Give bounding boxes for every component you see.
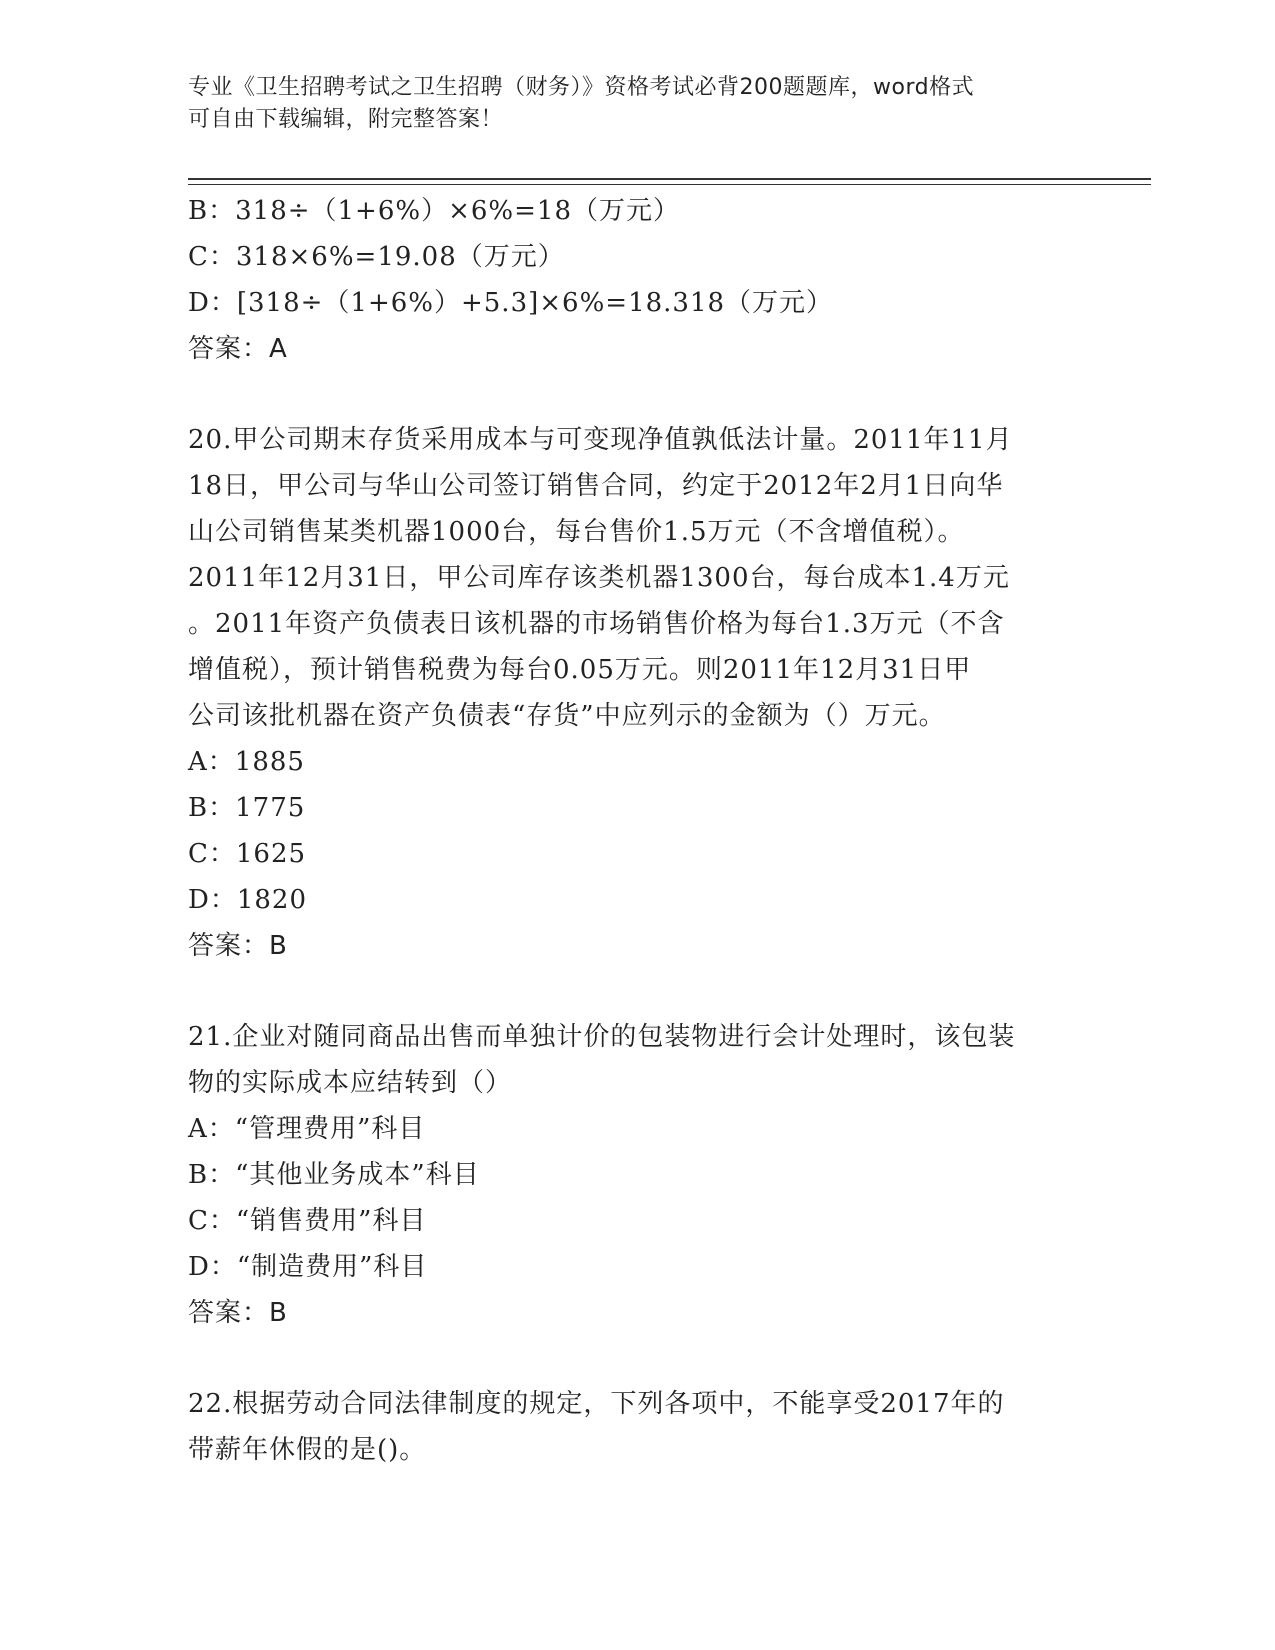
document-header <box>188 72 1088 136</box>
option-c: C：318×6%=19.08（万元） <box>188 242 565 272</box>
question-stem-line: 山公司销售某类机器1000台，每台售价1.5万元（不含增值税）。 <box>188 517 965 547</box>
question-21 <box>188 1014 1088 1336</box>
question-stem-line: 带薪年休假的是()。 <box>188 1435 427 1465</box>
answer-line: 答案：B <box>188 1298 288 1328</box>
question-stem-line: 物的实际成本应结转到（） <box>188 1068 513 1098</box>
question-stem-line: 22.根据劳动合同法律制度的规定，下列各项中，不能享受2017年的 <box>188 1389 1005 1419</box>
header-line-1: 专业《卫生招聘考试之卫生招聘（财务）》资格考试必背200题题库，word格式 <box>188 75 975 100</box>
question-19-tail <box>188 188 1088 372</box>
header-line-2: 可自由下载编辑，附完整答案！ <box>188 107 504 132</box>
question-20 <box>188 417 1088 969</box>
spacer <box>188 969 1088 1014</box>
question-list <box>188 188 1088 1473</box>
question-stem-line: 增值税），预计销售税费为每台0.05万元。则2011年12月31日甲 <box>188 655 972 685</box>
option-c: C：1625 <box>188 839 307 869</box>
question-stem-line: 18日，甲公司与华山公司签订销售合同，约定于2012年2月1日向华 <box>188 471 1004 501</box>
question-stem-line: 公司该批机器在资产负债表“存货”中应列示的金额为（）万元。 <box>188 701 946 731</box>
answer-line: 答案：A <box>188 334 288 364</box>
question-stem-line: 2011年12月31日，甲公司库存该类机器1300台，每台成本1.4万元 <box>188 563 1010 593</box>
option-b: B：1775 <box>188 793 306 823</box>
option-b: B：“其他业务成本”科目 <box>188 1160 480 1190</box>
question-22 <box>188 1381 1088 1473</box>
option-d: D：[318÷（1+6%）+5.3]×6%=18.318（万元） <box>188 288 834 318</box>
option-a: A：“管理费用”科目 <box>188 1114 426 1144</box>
question-stem-line: 。2011年资产负债表日该机器的市场销售价格为每台1.3万元（不含 <box>188 609 1005 639</box>
option-c: C：“销售费用”科目 <box>188 1206 427 1236</box>
answer-line: 答案：B <box>188 931 288 961</box>
option-b: B：318÷（1+6%）×6%=18（万元） <box>188 196 680 226</box>
option-a: A：1885 <box>188 747 305 777</box>
header-divider-thick <box>188 178 1151 180</box>
question-stem-line: 21.企业对随同商品出售而单独计价的包装物进行会计处理时，该包装 <box>188 1022 1016 1052</box>
spacer <box>188 372 1088 417</box>
question-stem-line: 20.甲公司期末存货采用成本与可变现净值孰低法计量。2011年11月 <box>188 425 1013 455</box>
header-divider-thin <box>188 184 1151 185</box>
option-d: D：“制造费用”科目 <box>188 1252 428 1282</box>
spacer <box>188 1336 1088 1381</box>
option-d: D：1820 <box>188 885 308 915</box>
